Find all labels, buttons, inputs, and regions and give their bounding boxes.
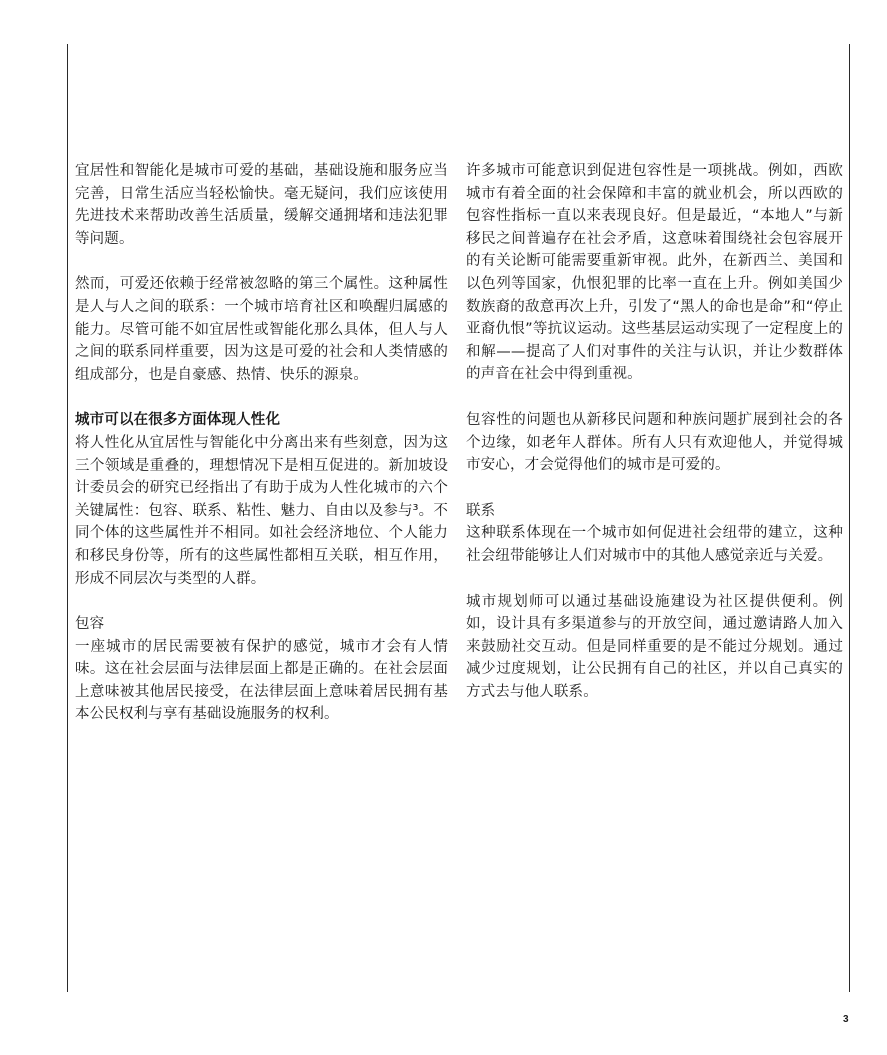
inclusion-section: [75, 613, 448, 726]
right-column: [466, 160, 843, 726]
section-heading-connection: 联系: [466, 502, 496, 519]
left-margin-rule: [67, 44, 68, 992]
section-heading-inclusion: 包容: [75, 616, 105, 633]
connection-section: [466, 500, 843, 568]
third-attribute-paragraph: 然而，可爱还依赖于经常被忽略的第三个属性。这种属性是人与人之间的联系：一个城市培育社区和唤醒归属感的能力。尽管可能不如宜居性或智能化那么具体，但人与人之间的联系同样重要，因为这是可爱的社会和人类情感的组成部分，也是自豪感、热情、快乐的源泉。: [75, 276, 448, 383]
left-column: [75, 160, 448, 749]
inclusion-body: 一座城市的居民需要被有保护的感觉，城市才会有人情味。这在社会层面与法律层面上都是正确的。在社会层面上意味被其他居民接受，在法律层面上意味着居民拥有基本公民权利与享有基础设施服务的权利。: [75, 638, 448, 723]
page-number: 3: [843, 1014, 849, 1025]
inclusion-challenge-paragraph: 许多城市可能意识到促进包容性是一项挑战。例如，西欧城市有着全面的社会保障和丰富的就业机会，所以西欧的包容性指标一直以来表现良好。但是最近，“本地人”与新移民之间普遍存在社会矛盾，这意味着围绕社会包容展开的有关论断可能需要重新审视。此外，在新西兰、美国和以色列等国家，仇恨犯罪的比率一直在上升。例如美国少数族裔的敌意再次上升，引发了“黑人的命也是命”和“停止亚裔仇恨”等抗议运动。这些基层运动实现了一定程度上的和解——提高了人们对事件的关注与认识，并让少数群体的声音在社会中得到重视。: [466, 163, 843, 383]
humanized-city-section: [75, 409, 448, 590]
section-heading-humanized-city: 城市可以在很多方面体现人性化: [75, 412, 281, 429]
intro-paragraph: 宜居性和智能化是城市可爱的基础，基础设施和服务应当完善，日常生活应当轻松愉快。毫无疑问，我们应该使用先进技术来帮助改善生活质量，缓解交通拥堵和违法犯罪等问题。: [75, 163, 448, 247]
humanized-city-body: 将人性化从宜居性与智能化中分离出来有些刻意，因为这三个领域是重叠的，理想情况下是相互促进的。新加坡设计委员会的研究已经指出了有助于成为人性化城市的六个关键属性：包容、联系、粘性、魅力、自由以及参与³。不同个体的这些属性并不相同。如社会经济地位、个人能力和移民身份等，所有的这些属性都相互关联，相互作用，形成不同层次与类型的人群。: [75, 434, 448, 587]
inclusion-extension-paragraph: 包容性的问题也从新移民问题和种族问题扩展到社会的各个边缘，如老年人群体。所有人只有欢迎他人，并觉得城市安心，才会觉得他们的城市是可爱的。: [466, 411, 843, 474]
connection-body: 这种联系体现在一个城市如何促进社会纽带的建立，这种社会纽带能够让人们对城市中的其他人感觉亲近与关爱。: [466, 525, 843, 564]
urban-planner-paragraph: 城市规划师可以通过基础设施建设为社区提供便利。例如，设计具有多渠道参与的开放空间，通过邀请路人加入来鼓励社交互动。但是同样重要的是不能过分规划。通过减少过度规划，让公民拥有自己的社区，并以自己真实的方式去与他人联系。: [466, 593, 843, 700]
right-margin-rule: [849, 44, 850, 992]
